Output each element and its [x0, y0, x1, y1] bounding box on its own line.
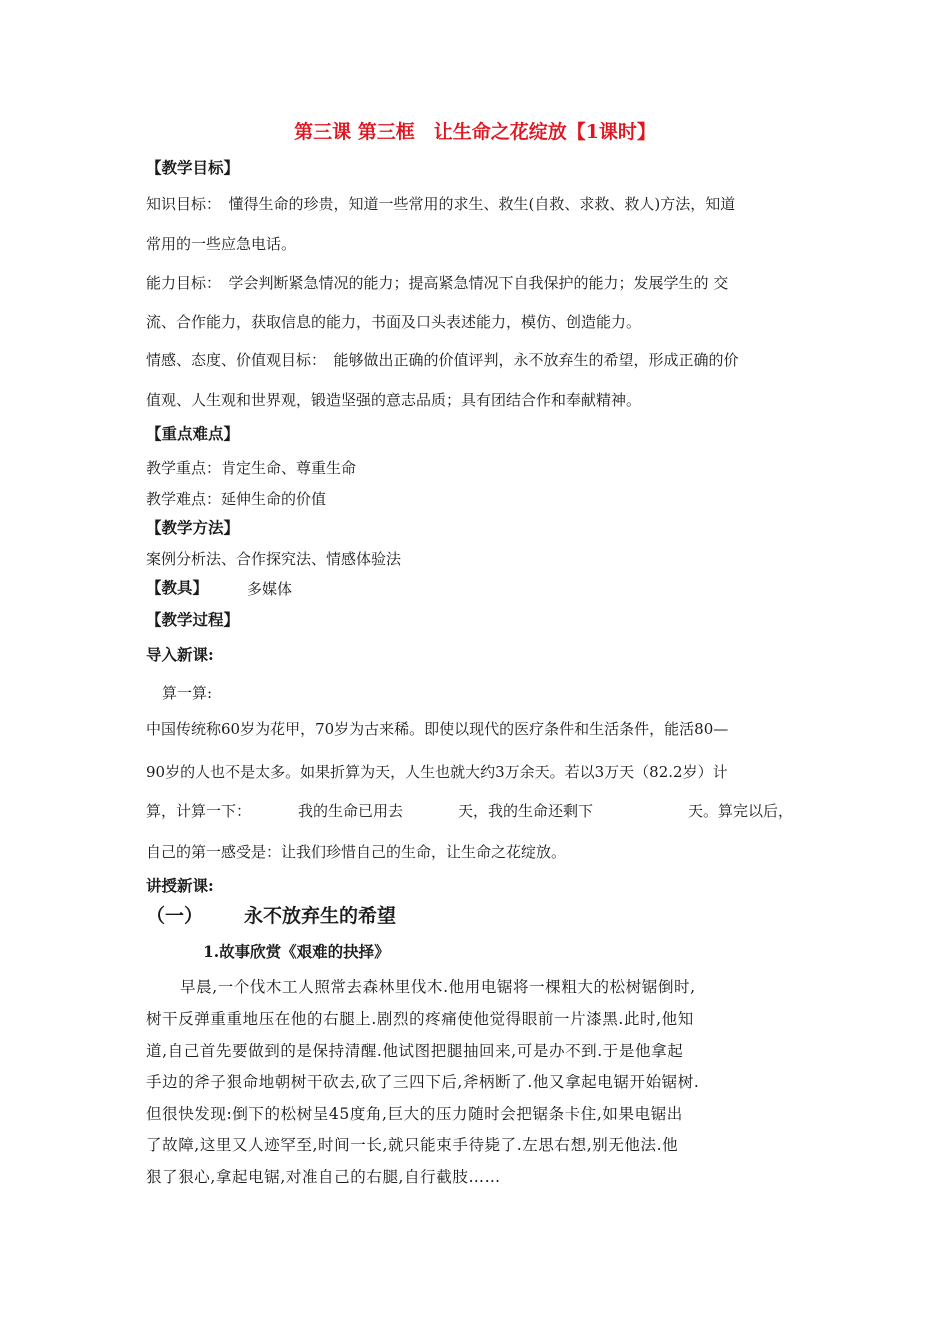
calc-line-3-remaining: 天，我的生命还剩下 — [458, 802, 594, 820]
intro-heading: 导入新课: — [146, 645, 214, 664]
methods-heading: 【教学方法】 — [146, 518, 240, 537]
document-title: 第三课 第三框 让生命之花绽放【1课时】 — [294, 121, 656, 143]
story-line: 狠了狠心,拿起电锯,对准自己的右腿,自行截肢…… — [146, 1168, 501, 1186]
story-line: 早晨,一个伐木工人照常去森林里伐木.他用电锯将一棵粗大的松树锯倒时, — [180, 978, 696, 996]
section-number: （一） — [146, 905, 204, 927]
knowledge-goal-line-1: 知识目标： 懂得生命的珍贵，知道一些常用的求生、救生(自救、求救、救人)方法，知道 — [146, 195, 736, 213]
lecture-heading: 讲授新课: — [146, 876, 214, 895]
calc-line-3-end: 天。算完以后， — [688, 802, 794, 820]
calc-line-2: 90岁的人也不是太多。如果折算为天，人生也就大约3万余天。若以3万天（82.2岁）计 — [146, 763, 728, 781]
ability-goal-line-2: 流、合作能力，获取信息的能力，书面及口头表述能力，模仿、创造能力。 — [146, 313, 642, 331]
story-line: 树干反弹重重地压在他的右腿上.剧烈的疼痛使他觉得眼前一片漆黑.此时,他知 — [146, 1010, 694, 1028]
calc-line-4: 自己的第一感受是：让我们珍惜自己的生命，让生命之花绽放。 — [146, 843, 567, 861]
emotion-goal-line-2: 值观、人生观和世界观，锻造坚强的意志品质；具有团结合作和奉献精神。 — [146, 391, 642, 409]
methods-text: 案例分析法、合作探究法、情感体验法 — [146, 550, 402, 568]
knowledge-goal-line-2: 常用的一些应急电话。 — [146, 235, 297, 253]
tools-text: 多媒体 — [247, 580, 293, 598]
story-line: 手边的斧子狠命地朝树干砍去,砍了三四下后,斧柄断了.他又拿起电锯开始锯树. — [146, 1073, 700, 1091]
key-points-heading: 【重点难点】 — [146, 424, 240, 443]
calc-line-3-used: 我的生命已用去 — [298, 802, 404, 820]
calc-line-1: 中国传统称60岁为花甲，70岁为古来稀。即使以现代的医疗条件和生活条件，能活80— — [146, 720, 729, 738]
calc-label: 算一算: — [162, 684, 213, 702]
story-line: 但很快发现:倒下的松树呈45度角,巨大的压力随时会把锯条卡住,如果电锯出 — [146, 1105, 683, 1123]
story-line: 了故障,这里又人迹罕至,时间一长,就只能束手待毙了.左思右想,别无他法.他 — [146, 1136, 679, 1154]
emotion-goal-line-1: 情感、态度、价值观目标： 能够做出正确的价值评判，永不放弃生的希望，形成正确的价 — [146, 351, 739, 369]
objectives-heading: 【教学目标】 — [146, 158, 240, 177]
teaching-difficulty: 教学难点：延伸生命的价值 — [146, 490, 327, 508]
ability-goal-line-1: 能力目标： 学会判断紧急情况的能力；提高紧急情况下自我保护的能力；发展学生的 交 — [146, 274, 729, 292]
story-line: 道,自己首先要做到的是保持清醒.他试图把腿抽回来,可是办不到.于是他拿起 — [146, 1042, 684, 1060]
tools-heading: 【教具】 — [146, 578, 209, 597]
teaching-focus: 教学重点：肯定生命、尊重生命 — [146, 459, 357, 477]
section-title: 永不放弃生的希望 — [244, 905, 397, 927]
process-heading: 【教学过程】 — [146, 610, 240, 629]
calc-line-3-start: 算，计算一下： — [146, 802, 252, 820]
story-heading: 1.故事欣赏《艰难的抉择》 — [203, 942, 390, 961]
